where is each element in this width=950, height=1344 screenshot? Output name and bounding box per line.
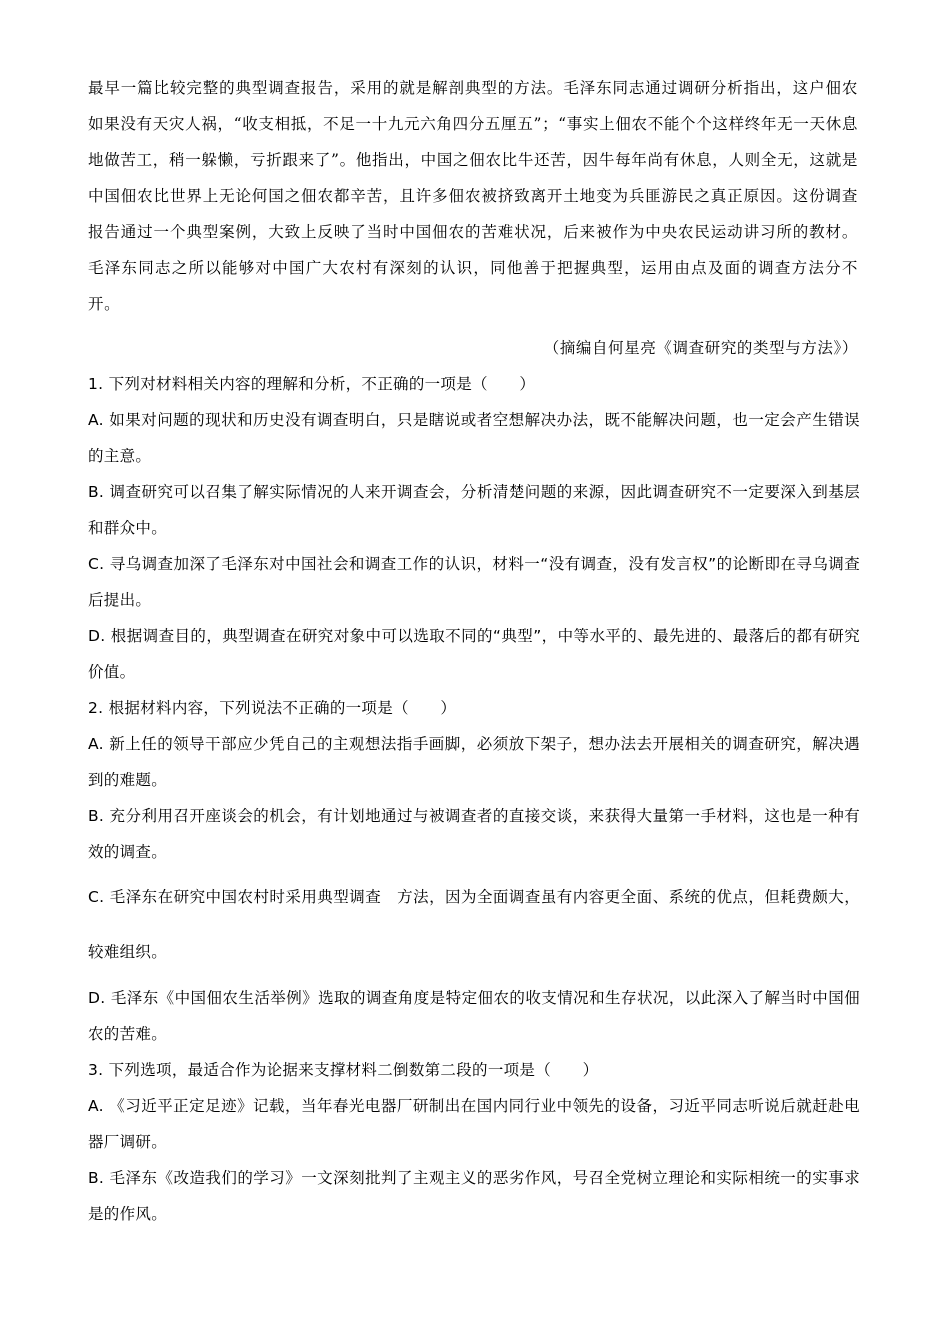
option-b: B. 毛泽东《改造我们的学习》一文深刻批判了主观主义的恶劣作风，号召全党树立理论和实际相统一的实事求是的作风。 bbox=[88, 1169, 860, 1223]
option-d: D. 毛泽东《中国佃农生活举例》选取的调查角度是特定佃农的收支情况和生存状况，以此深入了解当时中国佃农的苦难。 bbox=[88, 989, 860, 1043]
option-b: B. 充分利用召开座谈会的机会，有计划地通过与被调查者的直接交谈，来获得大量第一手材料，这也是一种有效的调查。 bbox=[88, 807, 860, 861]
option-b: B. 调查研究可以召集了解实际情况的人来开调查会，分析清楚问题的来源，因此调查研究不一定要深入到基层和群众中。 bbox=[88, 483, 860, 537]
question-list bbox=[88, 366, 860, 1232]
question-stem: 2. 根据材料内容，下列说法不正确的一项是（ ） bbox=[88, 699, 457, 717]
option-c: C. 寻乌调查加深了毛泽东对中国社会和调查工作的认识，材料一“没有调查，没有发言权”的论断即在寻乌调查后提出。 bbox=[88, 555, 860, 609]
option-a: A. 新上任的领导干部应少凭自己的主观想法指手画脚，必须放下架子，想办法去开展相关的调查研究，解决遇到的难题。 bbox=[88, 735, 860, 789]
passage-paragraph: 最早一篇比较完整的典型调查报告，采用的就是解剖典型的方法。毛泽东同志通过调研分析指出，这户佃农如果没有天灾人祸，“收支相抵，不足一十九元六角四分五厘五”；“事实上佃农不能个个这样终年无一天休息地做苦工，稍一躲懒，亏折跟来了”。他指出，中国之佃农比牛还苦，因牛每年尚有休息，人则全无，这就是中国佃农比世界上无论何国之佃农都辛苦，且许多佃农被挤致离开土地变为兵匪游民之真正原因。这份调查报告通过一个典型案例，大致上反映了当时中国佃农的苦难状况，后来被作为中央农民运动讲习所的教材。毛泽东同志之所以能够对中国广大农村有深刻的认识，同他善于把握典型，运用由点及面的调查方法分不开。 bbox=[88, 79, 858, 313]
option-a: A. 如果对问题的现状和历史没有调查明白，只是瞎说或者空想解决办法，既不能解决问题，也一定会产生错误的主意。 bbox=[88, 411, 860, 465]
option-d: D. 根据调查目的，典型调查在研究对象中可以选取不同的“典型”，中等水平的、最先进的、最落后的都有研究价值。 bbox=[88, 627, 860, 681]
question-3 bbox=[88, 1052, 860, 1232]
question-2 bbox=[88, 690, 860, 1052]
passage-source: （摘编自何星亮《调查研究的类型与方法》） bbox=[543, 339, 858, 357]
option-c: C. 毛泽东在研究中国农村时采用典型调查 方法，因为全面调查虽有内容更全面、系统的优点，但耗费颇大，较难组织。 bbox=[88, 888, 860, 961]
option-a: A. 《习近平正定足迹》记载，当年春光电器厂研制出在国内同行业中领先的设备，习近平同志听说后就赶赴电器厂调研。 bbox=[88, 1097, 860, 1151]
question-1 bbox=[88, 366, 860, 690]
question-stem: 3. 下列选项，最适合作为论据来支撑材料二倒数第二段的一项是（ ） bbox=[88, 1061, 599, 1079]
question-stem: 1. 下列对材料相关内容的理解和分析，不正确的一项是（ ） bbox=[88, 375, 536, 393]
